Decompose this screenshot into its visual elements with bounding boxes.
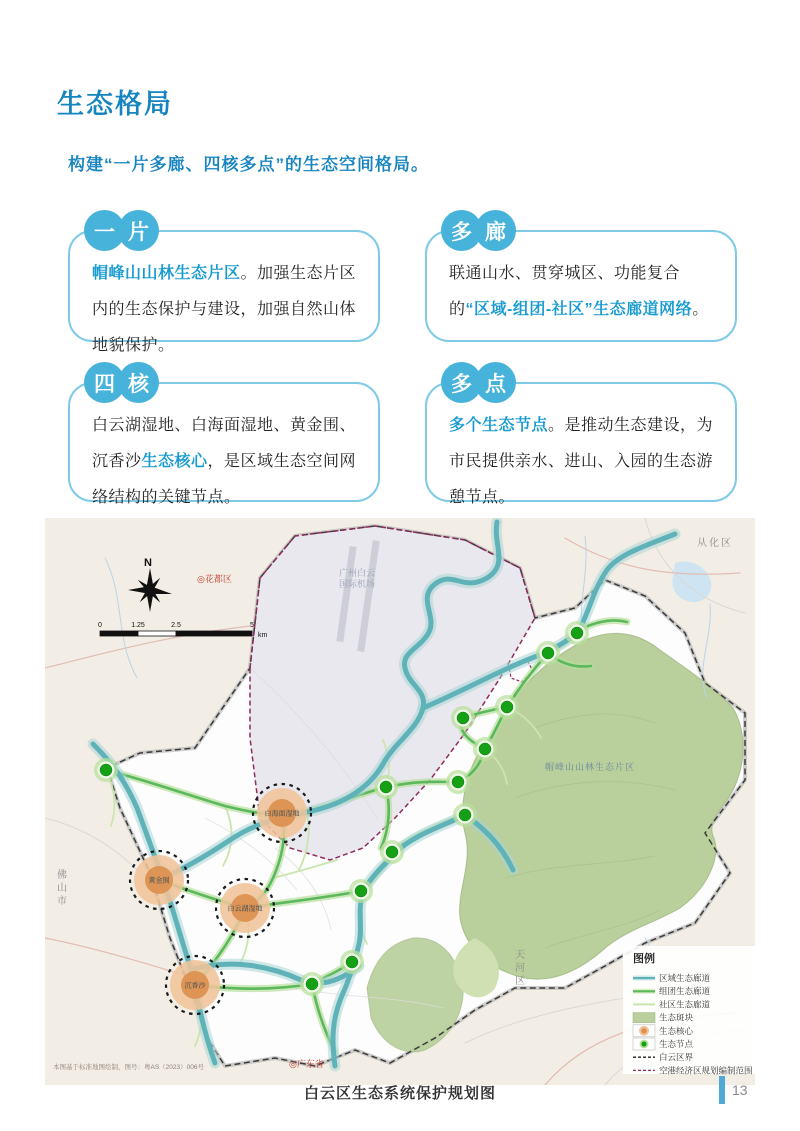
legend-label: 生态斑块: [659, 1012, 694, 1023]
eco-node: [495, 695, 519, 719]
legend-item: [633, 1013, 694, 1023]
badge-circle: 多: [441, 362, 482, 403]
eco-node: [565, 621, 589, 645]
page-number: 13: [732, 1082, 748, 1098]
card-badge: [84, 362, 159, 403]
legend-label: 生态节点: [659, 1039, 694, 1049]
card-badge: [84, 210, 159, 251]
eco-node: [94, 758, 118, 782]
admin-label: ◎广东省: [289, 1059, 324, 1069]
card-text-plain: ，是区域生态空间网络结构的关键节点。: [92, 453, 357, 506]
legend-label: 社区生态廊道: [659, 999, 711, 1010]
eco-node: [453, 803, 477, 827]
admin-label: ◎花都区: [197, 574, 232, 584]
admin-label: 天河区: [515, 950, 525, 987]
feature-card-2: [425, 220, 737, 342]
legend-label: 白云区界: [659, 1052, 694, 1063]
card-text: [92, 408, 360, 516]
scale-tick: 0: [98, 622, 102, 629]
eco-patch-label: 帽峰山山林生态片区: [544, 762, 636, 772]
admin-label: 佛山市: [57, 870, 67, 907]
airport-label: 广州白云国际机场: [338, 568, 376, 589]
card-text-plain: 。加强生态片区内的生态保护与建设，加强自然山体地貌保护。: [92, 265, 357, 354]
eco-node: [473, 737, 497, 761]
page-number-accent-bar: [719, 1076, 725, 1104]
eco-core-label: 黄金围: [148, 877, 170, 885]
card-text-plain: 白云湖湿地、白海面湿地、黄金围、沉香沙: [92, 417, 357, 470]
scale-tick: 2.5: [171, 622, 181, 629]
eco-node: [446, 770, 470, 794]
map-attribution: 本图基于标准地图绘制，图号：粤AS（2023）006号: [53, 1064, 204, 1071]
card-badge: [441, 362, 516, 403]
legend-item: [633, 1025, 694, 1037]
eco-node: [349, 879, 373, 903]
eco-node: [536, 641, 560, 665]
badge-circle: 核: [118, 362, 159, 403]
eco-node: [374, 775, 398, 799]
page-title: 生态格局: [57, 89, 173, 119]
eco-core-label: 白云湖湿地: [227, 905, 263, 913]
card-text-plain: 联通山水、贯穿城区、功能复合的: [449, 265, 681, 318]
admin-label: 从化区: [697, 538, 733, 549]
badge-circle: 多: [441, 210, 482, 251]
page-subtitle: 构建“一片多廊、四核多点”的生态空间格局。: [68, 155, 429, 174]
compass-n-label: N: [144, 557, 152, 569]
eco-node: [380, 840, 404, 864]
card-text-plain: 。是推动生态建设，为市民提供亲水、进山、入园的生态游憩节点。: [449, 417, 714, 506]
card-text: [449, 256, 717, 328]
card-badge: [441, 210, 516, 251]
card-text-plain: 。: [692, 301, 709, 318]
badge-circle: 点: [475, 362, 516, 403]
feature-card-4: [425, 372, 737, 506]
scale-unit: km: [258, 632, 268, 639]
legend-label: 区域生态廊道: [659, 973, 711, 983]
eco-core-label: 沉香沙: [184, 982, 206, 990]
scale-tick: 1.25: [131, 622, 145, 629]
scale-tick: 5: [250, 622, 254, 629]
legend-label: 生态核心: [659, 1025, 694, 1036]
eco-core-label: 白海面湿地: [264, 810, 300, 818]
map-legend: [623, 946, 755, 1075]
card-text-highlight: 帽峰山山林生态片区: [92, 265, 241, 282]
eco-node: [300, 972, 324, 996]
card-text: [92, 256, 360, 364]
card-text-highlight: 多个生态节点: [449, 417, 549, 434]
planning-map: [45, 518, 755, 1085]
card-text-highlight: 生态核心: [141, 453, 208, 470]
eco-node: [451, 706, 475, 730]
legend-label: 空港经济区规划编制范围: [659, 1065, 753, 1076]
card-text-highlight: “区域-组团-社区”生态廊道网络: [465, 301, 693, 318]
legend-title: 图例: [633, 953, 655, 965]
badge-circle: 四: [84, 362, 125, 403]
badge-circle: 片: [118, 210, 159, 251]
badge-circle: 廊: [475, 210, 516, 251]
card-text: [449, 408, 717, 516]
map-svg: [45, 518, 755, 1085]
map-caption: 白云区生态系统保护规划图: [303, 1085, 496, 1102]
feature-card-1: [68, 220, 380, 354]
feature-card-3: [68, 372, 380, 506]
legend-item: [633, 1038, 694, 1050]
badge-circle: 一: [84, 210, 125, 251]
eco-node: [340, 950, 364, 974]
legend-label: 组团生态廊道: [659, 986, 711, 997]
